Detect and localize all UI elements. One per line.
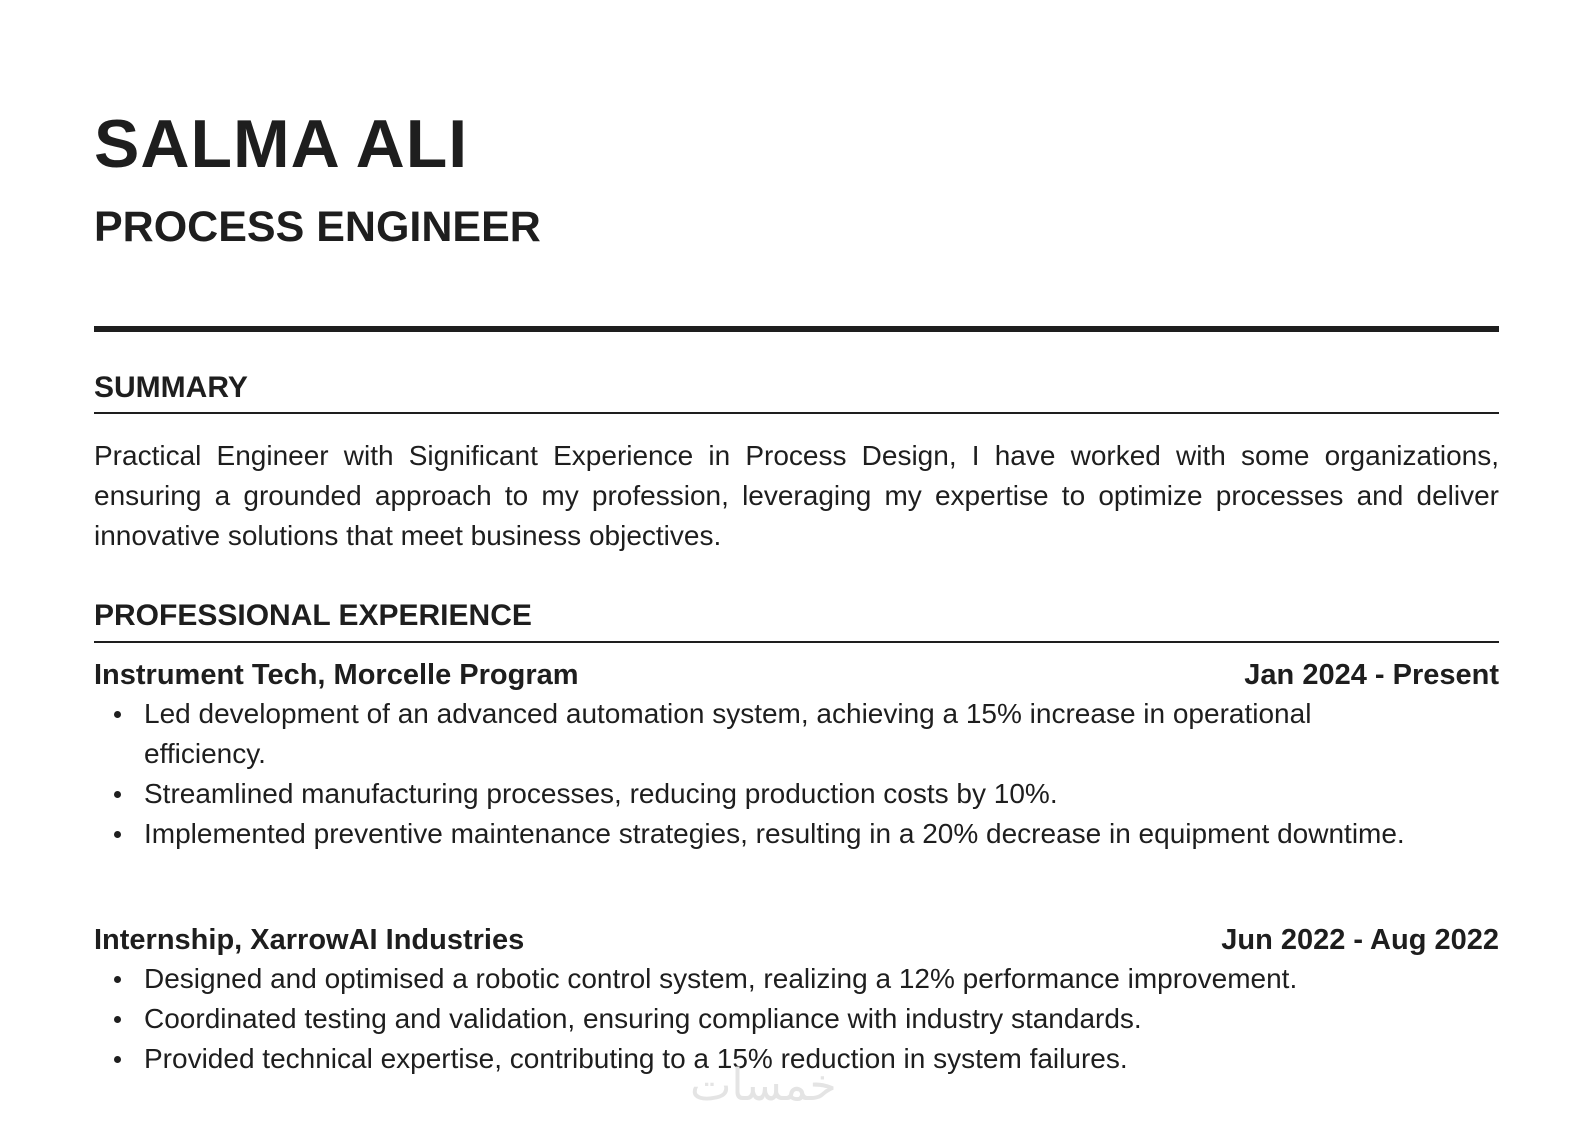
job-role: Instrument Tech, Morcelle Program <box>94 659 579 691</box>
job-role: Internship, XarrowAI Industries <box>94 924 525 956</box>
job-bullet-text: Led development of an advanced automation system, achieving a 15% increase in operational efficiency. <box>144 698 1312 769</box>
job-bullet <box>94 814 1454 854</box>
job-bullet-list <box>94 694 1499 854</box>
bullet-icon <box>114 791 121 798</box>
candidate-name: SALMA ALI <box>94 106 469 182</box>
experience-divider <box>94 641 1499 643</box>
watermark-text: خمسات <box>690 1060 837 1111</box>
summary-divider <box>94 412 1499 414</box>
bullet-icon <box>114 711 121 718</box>
bullet-icon <box>114 831 121 838</box>
candidate-title: PROCESS ENGINEER <box>94 203 541 251</box>
job-dates: Jun 2022 - Aug 2022 <box>1221 924 1499 956</box>
job-header <box>94 921 1499 959</box>
job-bullet-text: Implemented preventive maintenance strategies, resulting in a 20% decrease in equipment downtime. <box>144 818 1405 849</box>
job-dates: Jan 2024 - Present <box>1244 659 1499 691</box>
job-bullet-text: Provided technical expertise, contributing to a 15% reduction in system failures. <box>144 1043 1128 1074</box>
job-bullet-text: Designed and optimised a robotic control system, realizing a 12% performance improvement. <box>144 963 1298 994</box>
job-bullet <box>94 999 1499 1039</box>
experience-heading: PROFESSIONAL EXPERIENCE <box>94 599 532 632</box>
summary-text: Practical Engineer with Significant Experience in Process Design, I have worked with some organizations, ensuring a grounded approach to my profession, leveraging my expertise to optimize processes and deliver innovative solutions that meet business objectives. <box>94 440 1499 551</box>
job-bullet <box>94 694 1424 774</box>
bullet-icon <box>114 1016 121 1023</box>
header-divider <box>94 326 1499 332</box>
summary-heading: SUMMARY <box>94 371 248 404</box>
job-header <box>94 656 1499 694</box>
bullet-icon <box>114 1056 121 1063</box>
job-bullet <box>94 959 1499 999</box>
job-bullet <box>94 774 1424 814</box>
job-bullet-text: Coordinated testing and validation, ensuring compliance with industry standards. <box>144 1003 1142 1034</box>
bullet-icon <box>114 976 121 983</box>
job-bullet-text: Streamlined manufacturing processes, reducing production costs by 10%. <box>144 778 1058 809</box>
job-entry <box>94 656 1499 854</box>
job-entry <box>94 921 1499 1079</box>
